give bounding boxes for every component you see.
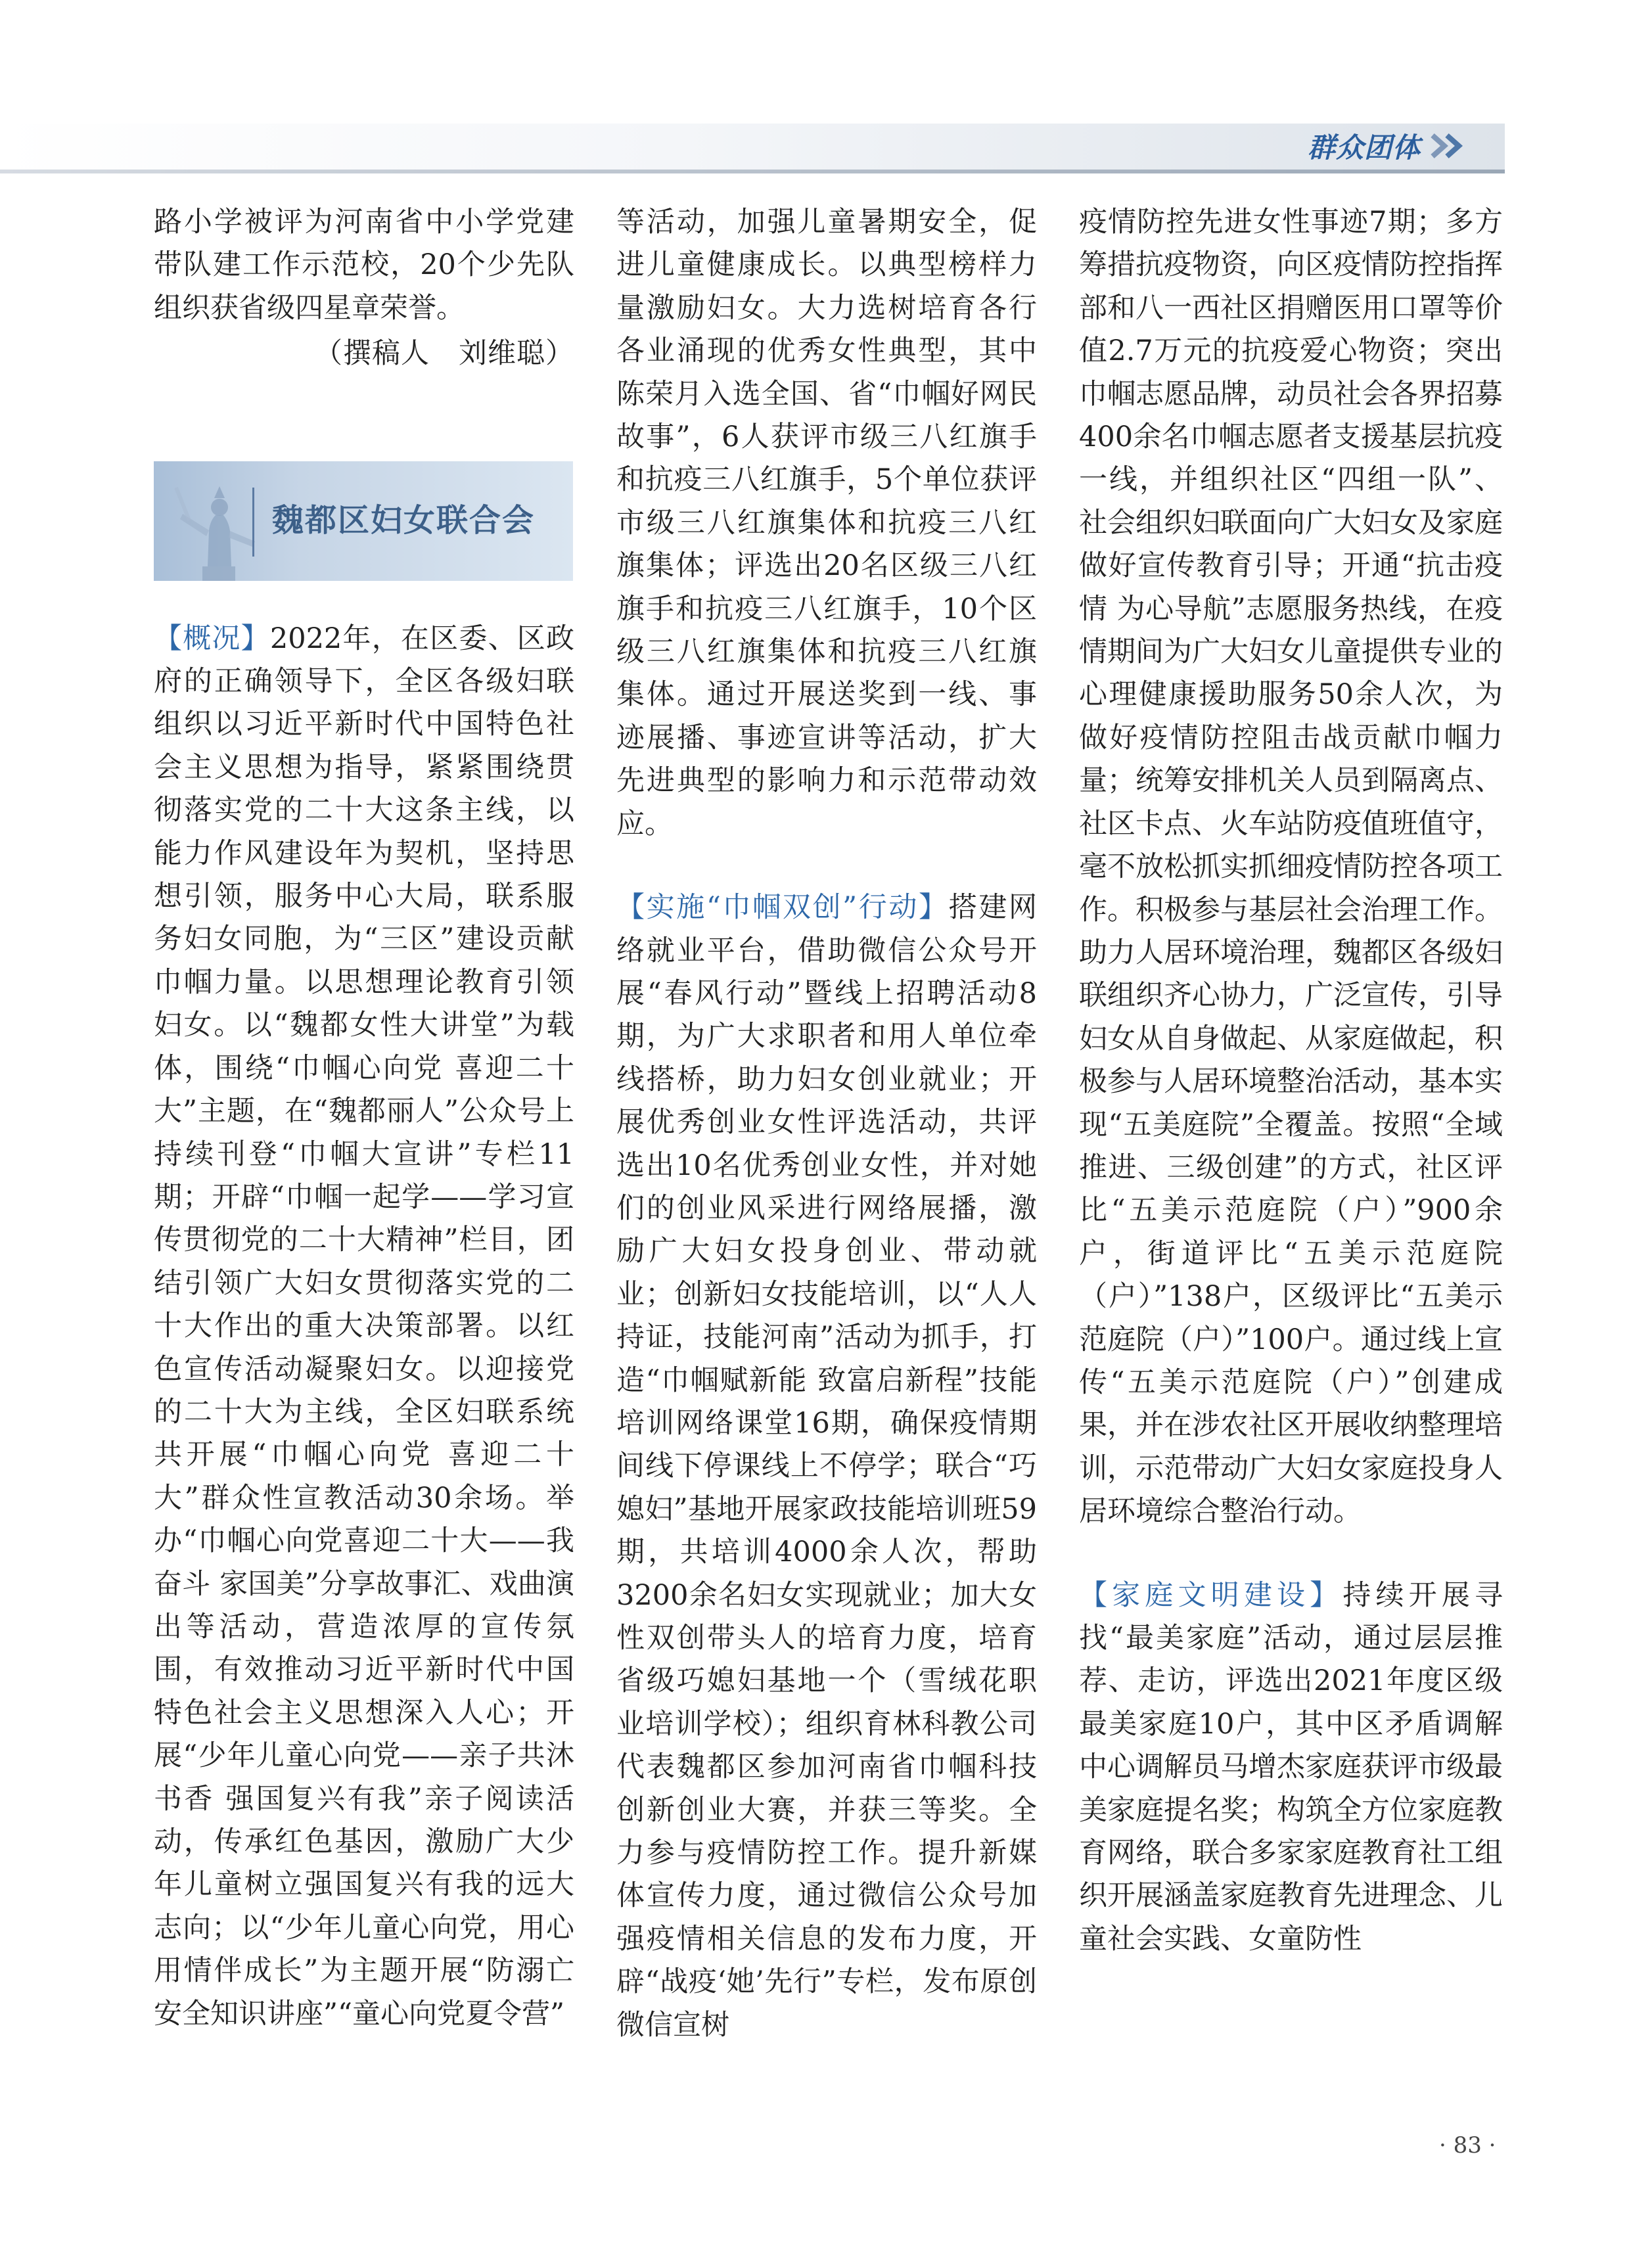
page-number: · 83 · — [1439, 2132, 1496, 2159]
column-1 — [154, 201, 574, 2036]
statue-emblem-icon — [163, 468, 275, 581]
spacer — [1079, 1534, 1503, 1574]
header-rule — [0, 170, 1505, 173]
spacer — [616, 846, 1037, 886]
overview-text: 2022年，在区委、区政府的正确领导下，全区各级妇联组织以习近平新时代中国特色社会主义思想为指导，紧紧围绕贯彻落实党的二十大这条主线，以能力作风建设年为契机，坚持思想引领，服务中心大局，联系服务妇女同胞，为“三区”建设贡献巾帼力量。以思想理论教育引领妇女。以“魏都女性大讲堂”为载体，围绕“巾帼心向党 喜迎二十大”主题，在“魏都丽人”公众号上持续刊登“巾帼大宣讲”专栏11期；开辟“巾帼一起学——学习宣传贯彻党的二十大精神”栏目，团结引领广大妇女贯彻落实党的二十大作出的重大决策部署。以红色宣传活动凝聚妇女。以迎接党的二十大为主线，全区妇联系统共开展“巾帼心向党 喜迎二十大”群众性宣教活动30余场。举办“巾帼心向党喜迎二十大——我奋斗 家国美”分享故事汇、戏曲演出等活动，营造浓厚的宣传氛围，有效推动习近平新时代中国特色社会主义思想深入人心；开展“少年儿童心向党——亲子共沐书香 强国复兴有我”亲子阅读活动，传承红色基因，激励广大少年儿童树立强国复兴有我的远大志向；以“少年儿童心向党，用心用情伴成长”为主题开展“防溺亡安全知识讲座”“童心向党夏令营” — [154, 622, 574, 2030]
column-3 — [1079, 201, 1503, 1961]
overview-heading: 【概况】 — [154, 622, 270, 655]
action-heading: 【实施“巾帼双创”行动】 — [616, 891, 949, 925]
section-title: 群众团体 — [1308, 131, 1421, 164]
family-heading: 【家庭文明建设】 — [1079, 1578, 1343, 1612]
spacer — [154, 376, 574, 461]
continued-paragraph: 路小学被评为河南省中小学党建带队建工作示范校，20个少先队组织获省级四星章荣誉。 — [154, 206, 574, 325]
author-credit: （撰稿人 刘维聪） — [314, 337, 574, 371]
column-2 — [616, 201, 1037, 2047]
double-chevron-right-icon — [1430, 133, 1469, 159]
org-title: 魏都区妇女联合会 — [272, 501, 536, 539]
continued-paragraph: 疫情防控先进女性事迹7期；多方筹措抗疫物资，向区疫情防控指挥部和八一西社区捐赠医用口罩等价值2.7万元的抗疫爱心物资；突出巾帼志愿品牌，动员社会各界招募400余名巾帼志愿者支援基层抗疫一线，并组织社区“四组一队”、社会组织妇联面向广大妇女及家庭做好宣传教育引导；开通“抗击疫情 为心导航”志愿服务热线，在疫情期间为广大妇女儿童提供专业的心理健康援助服务50余人次，为做好疫情防控阻击战贡献巾帼力量；统筹安排机关人员到隔离点、社区卡点、火车站防疫值班值守，毫不放松抓实抓细疫情防控各项工作。积极参与基层社会治理工作。助力人居环境治理，魏都区各级妇联组织齐心协力，广泛宣传，引导妇女从自身做起、从家庭做起，积极参与人居环境整治活动，基本实现“五美庭院”全覆盖。按照“全域推进、三级创建”的方式，社区评比“五美示范庭院（户）”900余户，街道评比“五美示范庭院（户）”138户，区级评比“五美示范庭院（户）”100户。通过线上宣传“五美示范庭院（户）”创建成果，并在涉农社区开展收纳整理培训，示范带动广大妇女家庭投身人居环境综合整治行动。 — [1079, 206, 1503, 1528]
continued-paragraph: 等活动，加强儿童暑期安全，促进儿童健康成长。以典型榜样力量激励妇女。大力选树培育各行各业涌现的优秀女性典型，其中陈荣月入选全国、省“巾帼好网民故事”，6人获评市级三八红旗手和抗疫三八红旗手，5个单位获评市级三八红旗集体和抗疫三八红旗集体；评选出20名区级三八红旗手和抗疫三八红旗手，10个区级三八红旗集体和抗疫三八红旗集体。通过开展送奖到一线、事迹展播、事迹宣讲等活动，扩大先进典型的影响力和示范带动效应。 — [616, 206, 1037, 840]
action-text: 搭建网络就业平台，借助微信公众号开展“春风行动”暨线上招聘活动8期，为广大求职者和用人单位牵线搭桥，助力妇女创业就业；开展优秀创业女性评选活动，共评选出10名优秀创业女性，并对她们的创业风采进行网络展播，激励广大妇女投身创业、带动就业；创新妇女技能培训，以“人人持证，技能河南”活动为抓手，打造“巾帼赋新能 致富启新程”技能培训网络课堂16期，确保疫情期间线下停课线上不停学；联合“巧媳妇”基地开展家政技能培训班59期，共培训4000余人次，帮助3200余名妇女实现就业；加大女性双创带头人的培育力度，培育省级巧媳妇基地一个（雪绒花职业培训学校）；组织育林科教公司代表魏都区参加河南省巾帼科技创新创业大赛，并获三等奖。全力参与疫情防控工作。提升新媒体宣传力度，通过微信公众号加强疫情相关信息的发布力度，开辟“战疫‘她’先行”专栏，发布原创微信宣树 — [616, 891, 1038, 2042]
banner-divider — [252, 488, 254, 557]
org-banner — [154, 461, 573, 581]
header-band — [0, 124, 1505, 172]
section-tag — [1308, 126, 1469, 166]
family-text: 持续开展寻找“最美家庭”活动，通过层层推荐、走访，评选出2021年度区级最美家庭10户，其中区矛盾调解中心调解员马增杰家庭获评市级最美家庭提名奖；构筑全方位家庭教育网络，联合多家家庭教育社工组织开展涵盖家庭教育先进理念、儿童社会实践、女童防性 — [1079, 1578, 1503, 1956]
